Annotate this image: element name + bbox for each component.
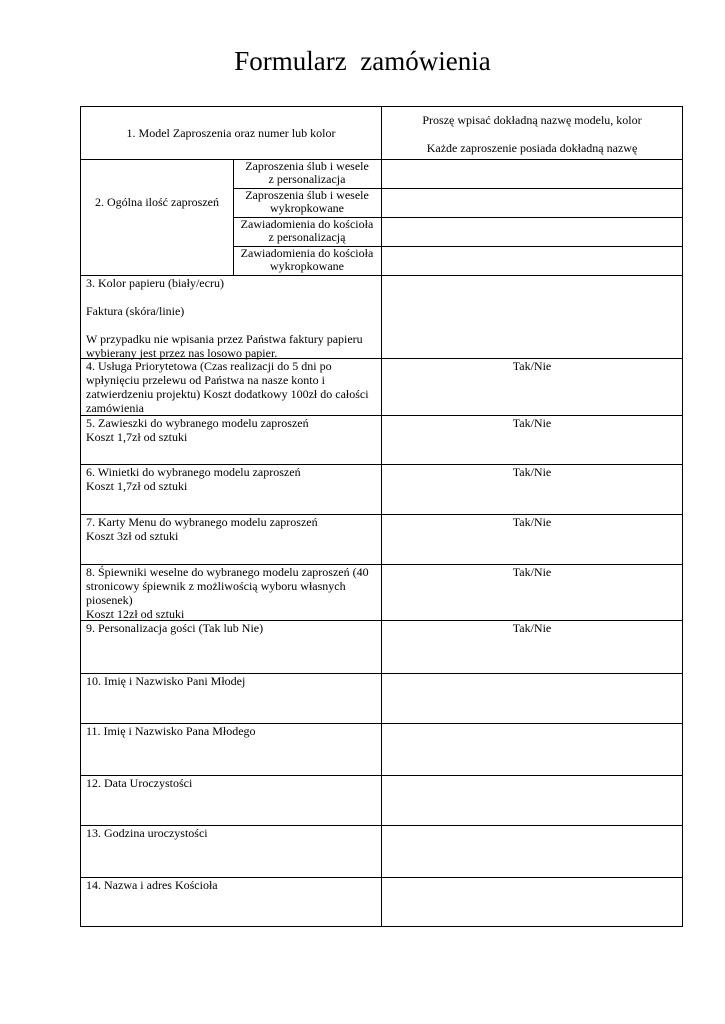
- row-1-note-name: Każde zaproszenie posiada dokładną nazwę: [426, 141, 638, 155]
- row-3-line-color: 3. Kolor papieru (biały/ecru): [86, 276, 224, 290]
- row-14-label: 14. Nazwa i adres Kościoła: [86, 878, 218, 892]
- row-7-yes-no[interactable]: Tak/Nie: [512, 515, 552, 529]
- row-1-input-hint[interactable]: [382, 113, 682, 159]
- row-6-label: 6. Winietki do wybranego modelu zaproszeń Koszt 1,7zł od sztuki: [86, 465, 301, 493]
- row-11-label: 11. Imię i Nazwisko Pana Młodego: [86, 724, 256, 738]
- row-10-label: 10. Imię i Nazwisko Pani Młodej: [86, 674, 246, 688]
- row-2-sub-label: Zaproszenia ślub i wesele wykropkowane: [245, 188, 369, 215]
- row-1-label: 1. Model Zaproszenia oraz numer lub kolor: [126, 126, 336, 140]
- row-2-sub-label: Zawiadomienia do kościoła z personalizacją: [240, 217, 374, 244]
- row-8-label: 8. Śpiewniki weselne do wybranego modelu zaproszeń (40 stronicowy śpiewnik z możliwością wyboru własnych piosenek) Koszt 12zł od sztuki: [86, 565, 369, 621]
- row-12-label: 12. Data Uroczystości: [86, 776, 193, 790]
- row-1-note-model: Proszę wpisać dokładną nazwę modelu, kolor: [422, 113, 642, 127]
- page-title: Formularz zamówienia: [234, 46, 491, 76]
- ceremony-time-field[interactable]: [382, 826, 682, 877]
- row-7-label: 7. Karty Menu do wybranego modelu zaproszeń Koszt 3zł od sztuki: [86, 515, 318, 543]
- row-5-yes-no[interactable]: Tak/Nie: [512, 416, 552, 430]
- row-3-answer-field[interactable]: [382, 276, 682, 358]
- row-9-yes-no[interactable]: Tak/Nie: [512, 621, 552, 635]
- bride-name-field[interactable]: [382, 674, 682, 723]
- row-8-yes-no[interactable]: Tak/Nie: [512, 565, 552, 579]
- row-2-quantity-field[interactable]: [382, 189, 682, 217]
- row-3-label: [86, 276, 378, 360]
- row-4-yes-no[interactable]: Tak/Nie: [512, 359, 552, 373]
- row-3-line-note: W przypadku nie wpisania przez Państwa faktury papieru wybierany jest przez nas losowo papier.: [86, 332, 363, 360]
- row-2-quantity-field[interactable]: [382, 160, 682, 188]
- row-2-label: 2. Ogólna ilość zaproszeń: [95, 195, 219, 209]
- row-3-line-texture: Faktura (skóra/linie): [86, 304, 185, 318]
- row-6-yes-no[interactable]: Tak/Nie: [512, 465, 552, 479]
- row-2-sub-label: Zawiadomienia do kościoła wykropkowane: [240, 246, 374, 273]
- groom-name-field[interactable]: [382, 724, 682, 775]
- ceremony-date-field[interactable]: [382, 776, 682, 825]
- row-13-label: 13. Godzina uroczystości: [86, 826, 208, 840]
- row-2-quantity-field[interactable]: [382, 247, 682, 275]
- row-9-label: 9. Personalizacja gości (Tak lub Nie): [86, 621, 264, 635]
- row-4-label: 4. Usługa Priorytetowa (Czas realizacji do 5 dni po wpłynięciu przelewu od Państwa na nasze konto i zatwierdzeniu projektu) Koszt dodatkowy 100zł do całości zamówienia: [86, 359, 369, 415]
- row-2-sub-label: Zaproszenia ślub i wesele z personalizacja: [245, 159, 369, 186]
- row-2-quantity-field[interactable]: [382, 218, 682, 246]
- row-5-label: 5. Zawieszki do wybranego modelu zaproszeń Koszt 1,7zł od sztuki: [86, 416, 309, 444]
- order-form-table: [80, 106, 683, 927]
- church-address-field[interactable]: [382, 878, 682, 926]
